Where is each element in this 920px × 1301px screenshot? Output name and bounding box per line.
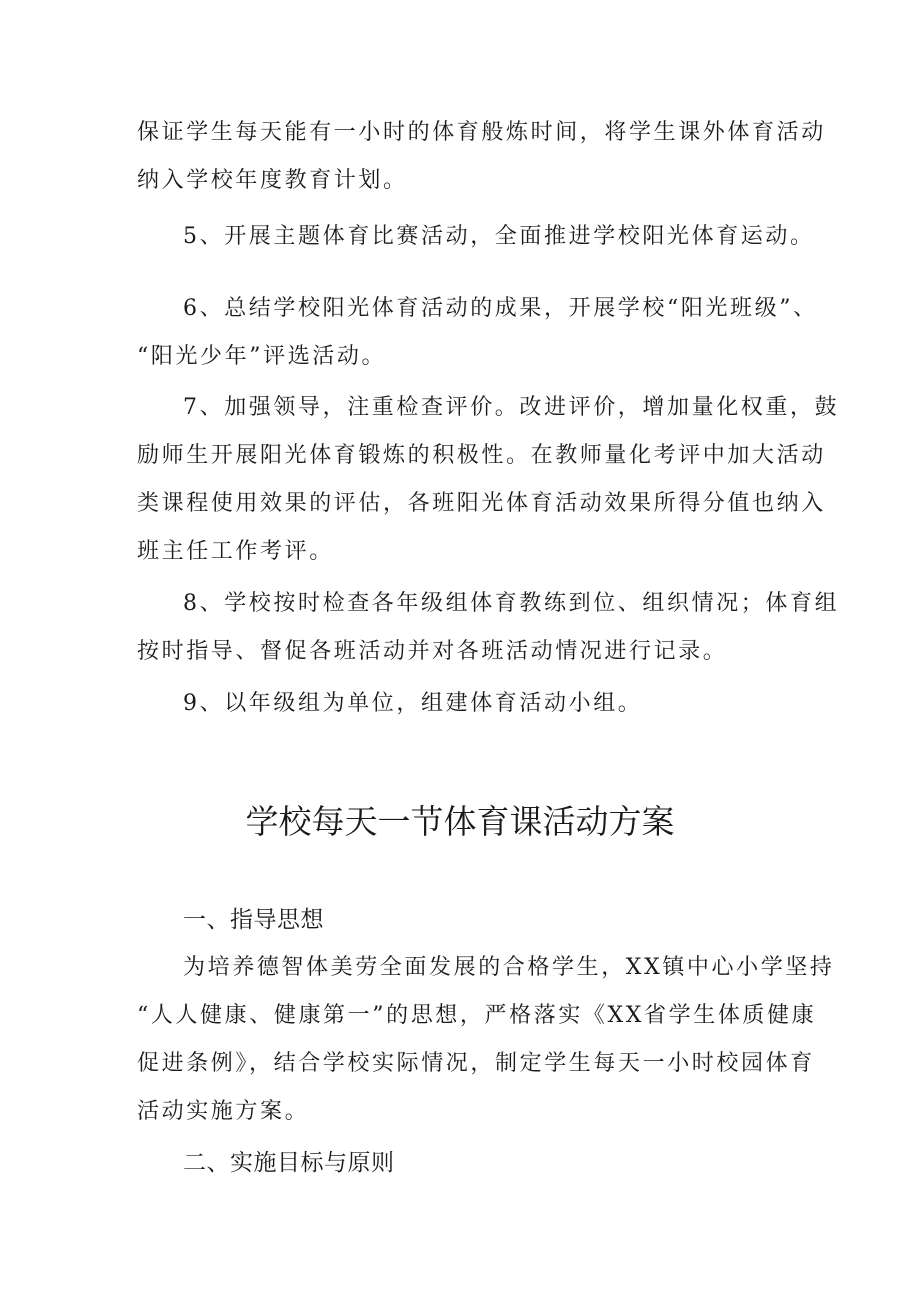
item-7-line-4: 班主任工作考评。 xyxy=(137,539,334,564)
document-title: 学校每天一节体育课活动方案 xyxy=(245,802,675,841)
continuation-line-1: 保证学生每天能有一小时的体育般炼时间，将学生课外体育活动 xyxy=(137,120,826,145)
item-7-line-3: 类课程使用效果的评估，各班阳光体育活动效果所得分值也纳入 xyxy=(137,491,826,516)
item-5-line-1: 5、开展主题体育比赛活动，全面推进学校阳光体育运动。 xyxy=(183,224,815,249)
item-7-line-1: 7、加强领导，注重检查评价。改进评价，增加量化权重，鼓 xyxy=(183,395,840,420)
section-1-heading: 一、指导思想 xyxy=(183,907,324,933)
item-6-line-1: 6、总结学校阳光体育活动的成果，开展学校“阳光班级”、 xyxy=(183,296,818,321)
item-8-line-1: 8、学校按时检查各年级组体育教练到位、组织情况；体育组 xyxy=(183,591,840,616)
section-1-line-3: 促进条例》，结合学校实际情况，制定学生每天一小时校园体育 xyxy=(137,1051,815,1076)
section-2-heading: 二、实施目标与原则 xyxy=(183,1150,395,1176)
item-6-line-2: “阳光少年”评选活动。 xyxy=(137,344,387,369)
continuation-line-2: 纳入学校年度教育计划。 xyxy=(137,168,408,193)
section-1-line-4: 活动实施方案。 xyxy=(137,1099,310,1124)
section-1-line-1: 为培养德智体美劳全面发展的合格学生，XX镇中心小学坚持 xyxy=(183,955,835,980)
section-1-line-2: “人人健康、健康第一”的思想，严格落实《XX省学生体质健康 xyxy=(137,1003,817,1028)
item-8-line-2: 按时指导、督促各班活动并对各班活动情况进行记录。 xyxy=(137,639,728,664)
item-7-line-2: 励师生开展阳光体育锻炼的积极性。在教师量化考评中加大活动 xyxy=(137,443,826,468)
item-9-line-1: 9、以年级组为单位，组建体育活动小组。 xyxy=(183,691,643,716)
